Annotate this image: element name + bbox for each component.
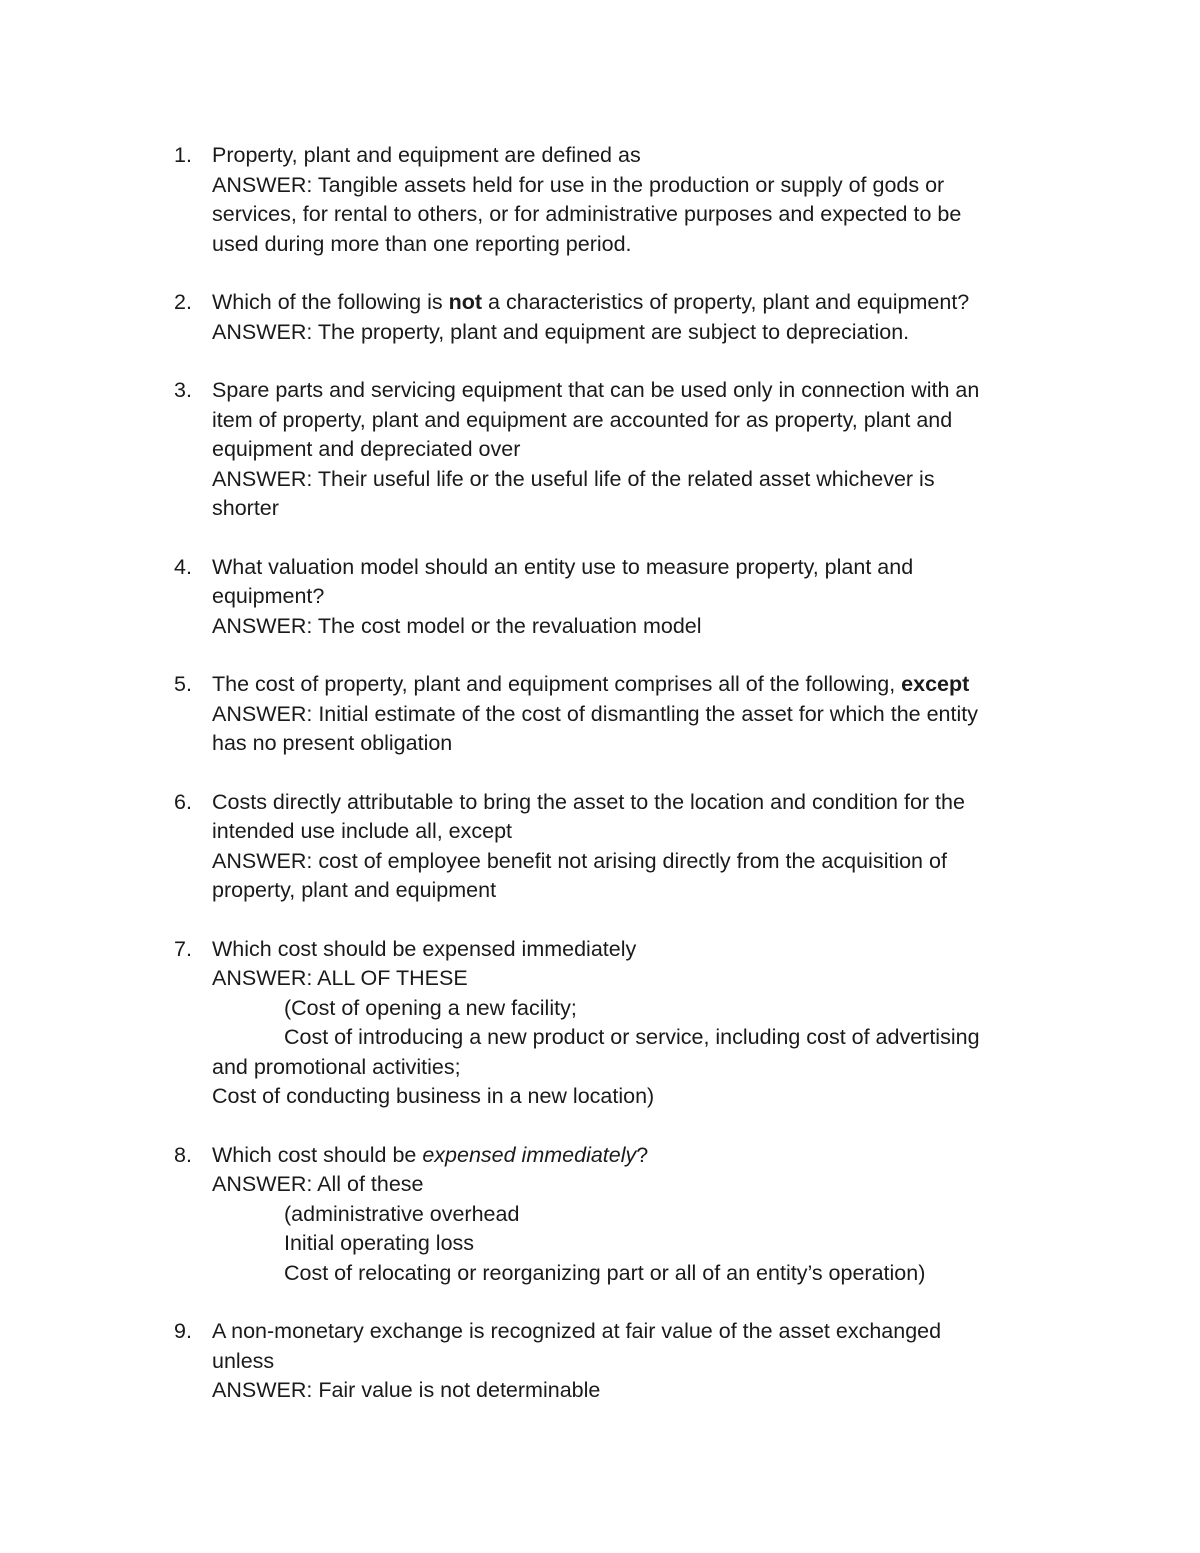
question-item-5	[170, 670, 1070, 759]
question-number: 2.	[174, 290, 192, 314]
answer-text: used during more than one reporting period.	[212, 231, 632, 256]
answer-text: has no present obligation	[212, 731, 453, 755]
answer-item: Cost of introducing a new product or service, including cost of advertising	[284, 1025, 980, 1049]
question-number: 3.	[174, 378, 192, 402]
question-text: Costs directly attributable to bring the asset to the location and condition for the	[212, 789, 965, 814]
question-number: 9.	[174, 1319, 192, 1343]
question-text: A non-monetary exchange is recognized at fair value of the asset exchanged	[212, 1319, 942, 1343]
question-list	[170, 141, 1070, 1435]
question-text: item of property, plant and equipment are accounted for as property, plant and	[212, 407, 953, 432]
question-text-part: a characteristics of property, plant and equipment?	[482, 290, 970, 314]
question-text	[212, 1141, 1070, 1171]
question-number: 6.	[174, 789, 192, 814]
question-emphasis: not	[448, 290, 483, 314]
question-item-3	[170, 376, 1070, 524]
answer-item: and promotional activities;	[212, 1054, 461, 1079]
question-text: What valuation model should an entity use to measure property, plant and	[212, 554, 914, 579]
question-text: Which cost should be expensed immediately	[212, 936, 637, 961]
answer-text: ANSWER: The cost model or the revaluation model	[212, 613, 702, 638]
question-text: equipment and depreciated over	[212, 437, 521, 461]
question-text-part: ?	[636, 1142, 649, 1167]
question-item-2	[170, 288, 1070, 347]
question-text: equipment?	[212, 584, 325, 608]
answer-text: ANSWER: Initial estimate of the cost of dismantling the asset for which the entity	[212, 701, 978, 726]
question-text: intended use include all, except	[212, 819, 513, 843]
question-item-4	[170, 553, 1070, 642]
answer-text: ANSWER: Tangible assets held for use in the production or supply of gods or	[212, 172, 945, 197]
question-number: 4.	[174, 554, 192, 579]
question-number: 5.	[174, 672, 192, 696]
question-emphasis: expensed immediately	[422, 1142, 637, 1167]
answer-item: Initial operating loss	[284, 1231, 475, 1255]
question-emphasis: except	[901, 672, 970, 696]
answer-item: Cost of conducting business in a new location)	[212, 1084, 655, 1108]
question-item-1	[170, 141, 1070, 259]
question-text-part: Which cost should be	[212, 1142, 423, 1167]
question-text	[212, 288, 1070, 318]
question-number: 1.	[174, 143, 192, 167]
question-text: Property, plant and equipment are defined as	[212, 143, 641, 167]
answer-text: shorter	[212, 496, 279, 520]
answer-text: services, for rental to others, or for administrative purposes and expected to be	[212, 202, 962, 226]
answer-text: ANSWER: Their useful life or the useful life of the related asset whichever is	[212, 466, 935, 491]
answer-text: ANSWER: Fair value is not determinable	[212, 1378, 601, 1402]
question-item-7	[170, 935, 1070, 1112]
answer-text: ANSWER: All of these	[212, 1172, 424, 1196]
answer-text: property, plant and equipment	[212, 878, 497, 902]
question-number: 8.	[174, 1142, 192, 1167]
answer-text: ANSWER: The property, plant and equipment are subject to depreciation.	[212, 319, 910, 344]
question-number: 7.	[174, 936, 192, 961]
question-text-part: Which of the following is	[212, 290, 449, 314]
question-item-9	[170, 1317, 1070, 1406]
question-item-8	[170, 1141, 1070, 1289]
question-text-part: The cost of property, plant and equipment comprises all of the following,	[212, 672, 902, 696]
answer-item: (administrative overhead	[284, 1201, 520, 1226]
answer-text: ANSWER: cost of employee benefit not arising directly from the acquisition of	[212, 848, 947, 873]
answer-item: Cost of relocating or reorganizing part or all of an entity’s operation)	[284, 1260, 926, 1285]
question-item-6	[170, 788, 1070, 906]
answer-text: ANSWER: ALL OF THESE	[212, 966, 468, 990]
question-text	[212, 670, 1070, 700]
question-text: unless	[212, 1348, 275, 1373]
question-text: Spare parts and servicing equipment that can be used only in connection with an	[212, 378, 980, 402]
answer-item: (Cost of opening a new facility;	[284, 995, 577, 1020]
